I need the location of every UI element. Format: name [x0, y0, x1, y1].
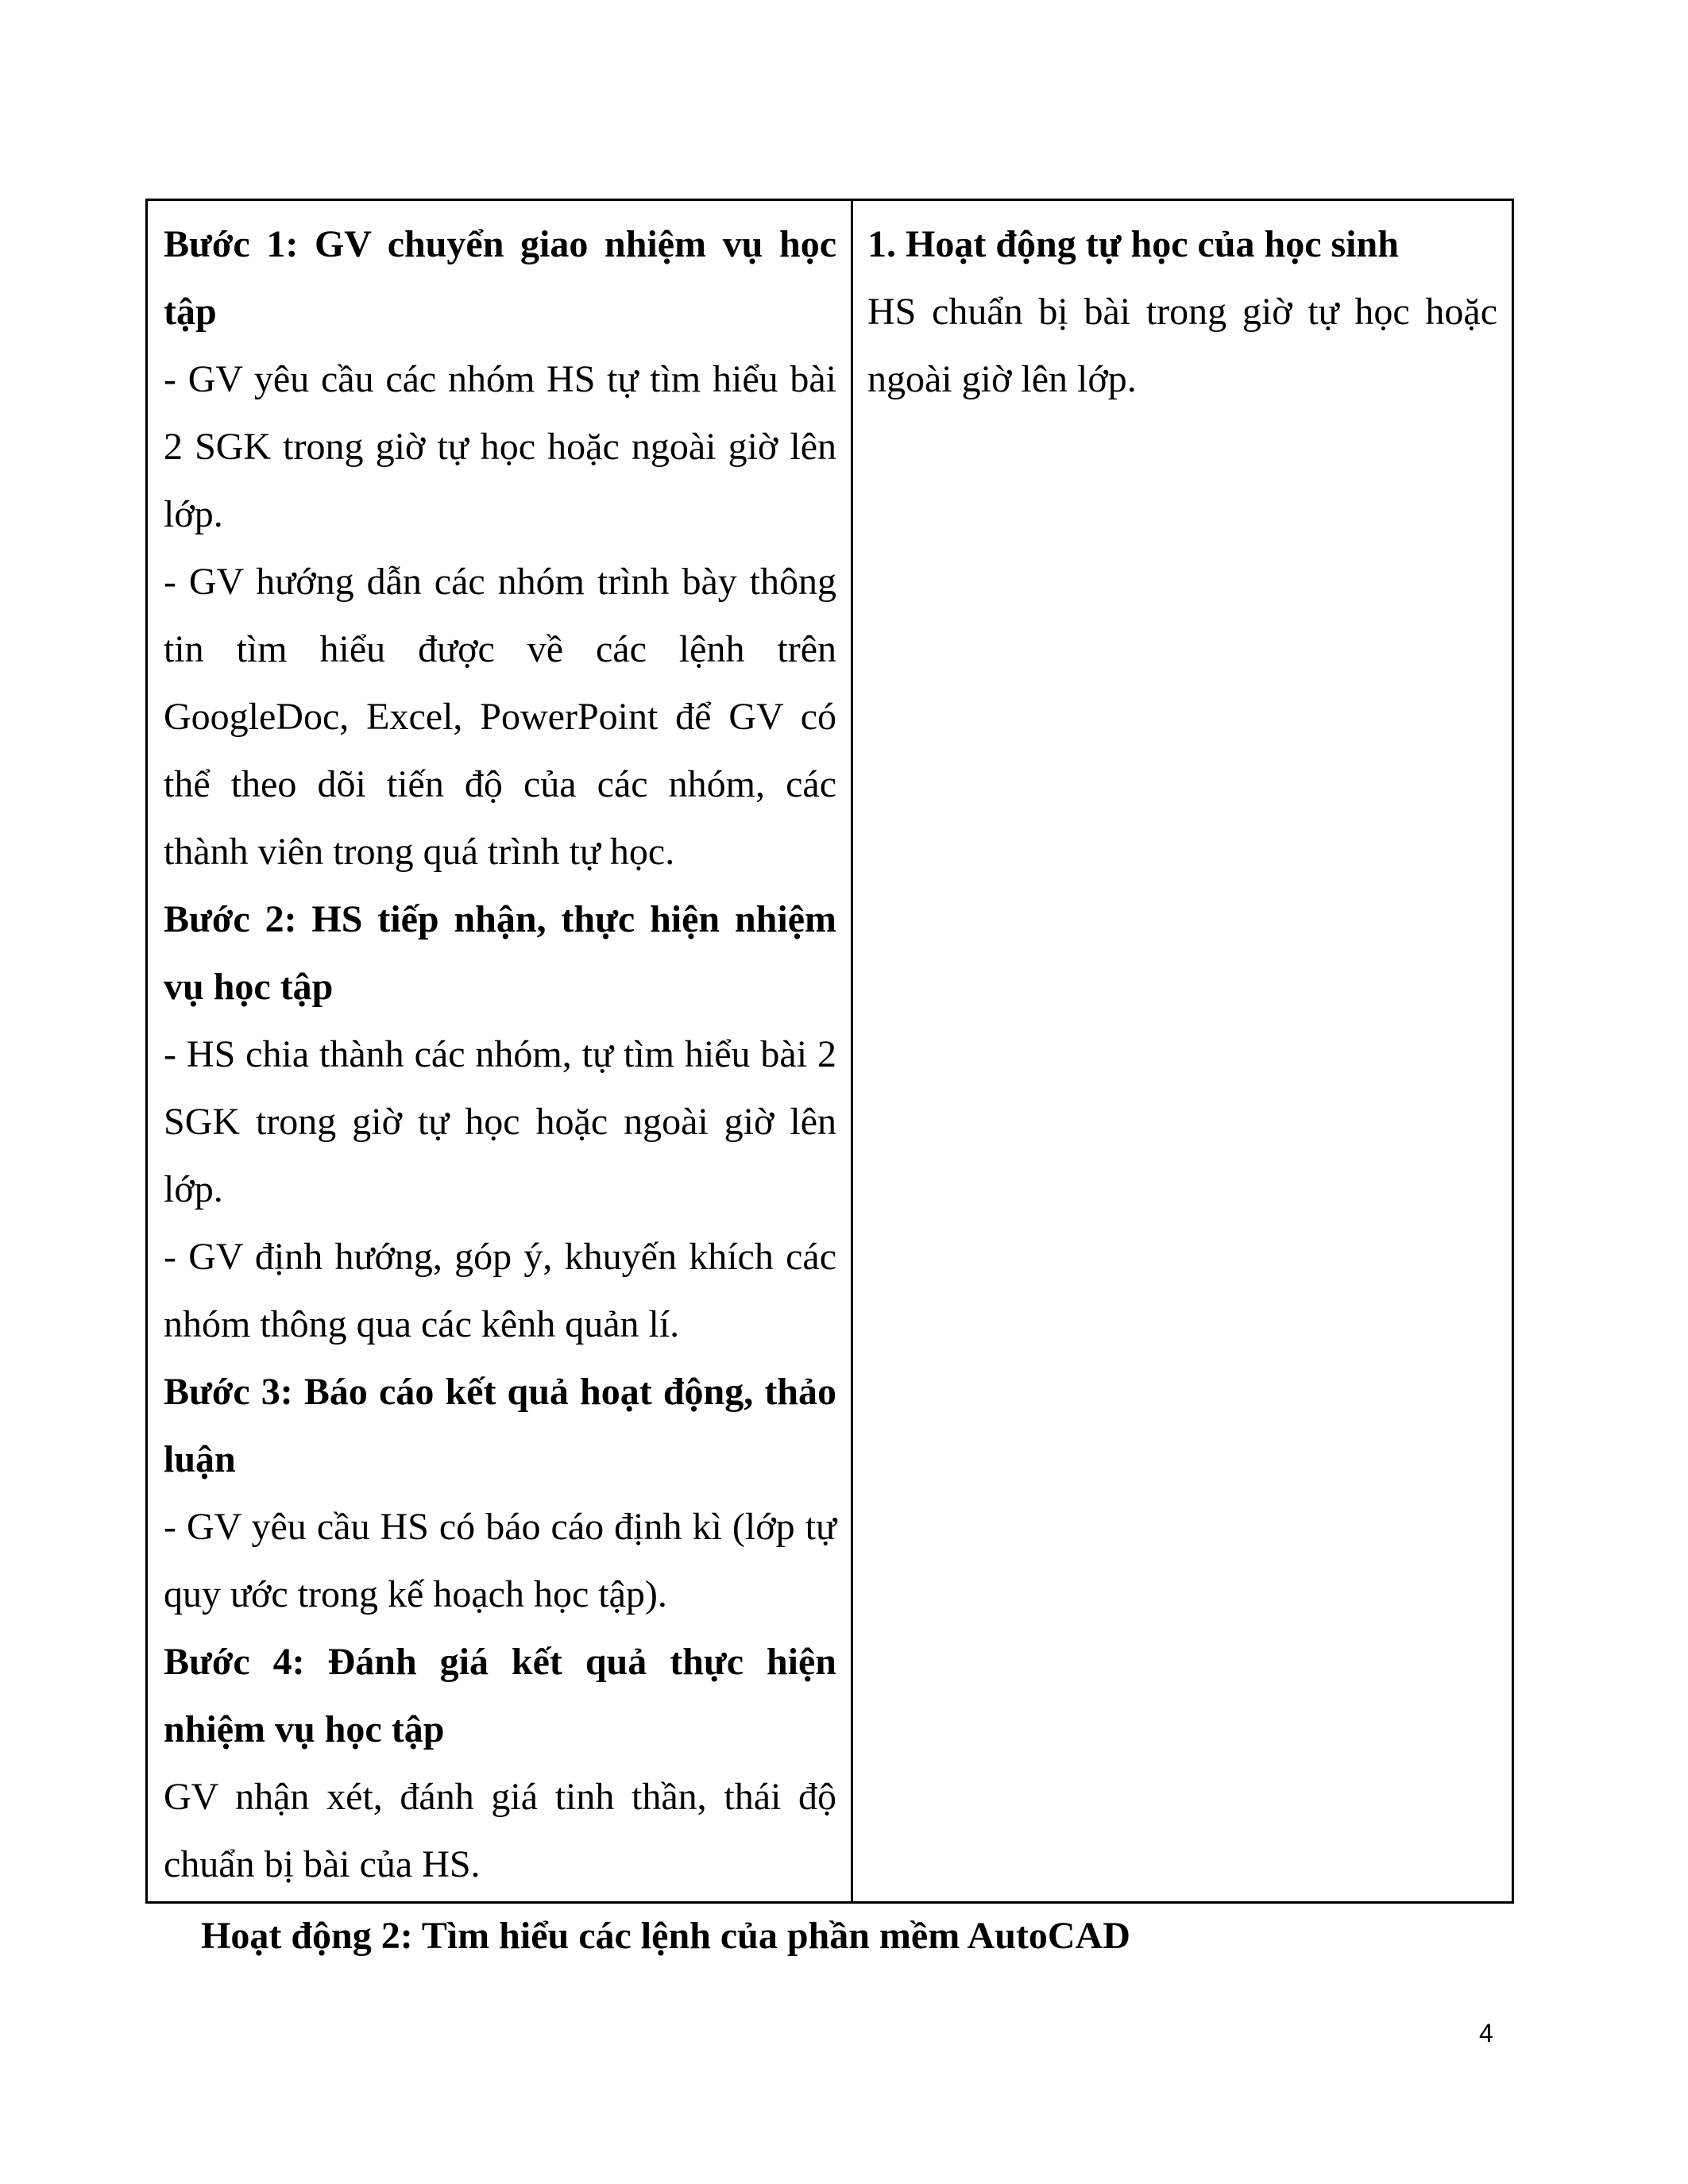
student-activity-column [853, 201, 1512, 1901]
activity-2-heading: Hoạt động 2: Tìm hiểu các lệnh của phần mềm AutoCAD [201, 1915, 1130, 1957]
student-activity-heading: 1. Hoạt động tự học của học sinh [867, 223, 1399, 265]
step-4-heading: Bước 4: Đánh giá kết quả thực hiện nhiệm vụ học tập [164, 1641, 836, 1750]
student-activity-text: HS chuẩn bị bài trong giờ tự học hoặc ngoài giờ lên lớp. [867, 291, 1497, 400]
step-3-item-1: - GV yêu cầu HS có báo cáo định kì (lớp tự quy ước trong kế hoạch học tập). [164, 1506, 836, 1615]
step-1-heading: Bước 1: GV chuyển giao nhiệm vụ học tập [164, 223, 836, 333]
activity-table [145, 199, 1514, 1904]
page-number: 4 [1479, 2019, 1493, 2047]
step-4-item-1: GV nhận xét, đánh giá tinh thần, thái độ chuẩn bị bài của HS. [164, 1776, 836, 1885]
step-1-item-2: - GV hướng dẫn các nhóm trình bày thông tin tìm hiểu được về các lệnh trên GoogleDoc, Excel, PowerPoint để GV có thể theo dõi tiến độ của các nhóm, các thành viên trong quá trình tự học. [164, 561, 836, 873]
step-1-item-1: - GV yêu cầu các nhóm HS tự tìm hiểu bài 2 SGK trong giờ tự học hoặc ngoài giờ lên lớp. [164, 358, 836, 535]
teacher-steps-column [148, 201, 853, 1901]
step-3-heading: Bước 3: Báo cáo kết quả hoạt động, thảo luận [164, 1371, 836, 1480]
step-2-item-1: - HS chia thành các nhóm, tự tìm hiểu bài 2 SGK trong giờ tự học hoặc ngoài giờ lên lớp. [164, 1033, 836, 1210]
step-2-heading: Bước 2: HS tiếp nhận, thực hiện nhiệm vụ học tập [164, 898, 836, 1008]
step-2-item-2: - GV định hướng, góp ý, khuyến khích các nhóm thông qua các kênh quản lí. [164, 1236, 836, 1345]
